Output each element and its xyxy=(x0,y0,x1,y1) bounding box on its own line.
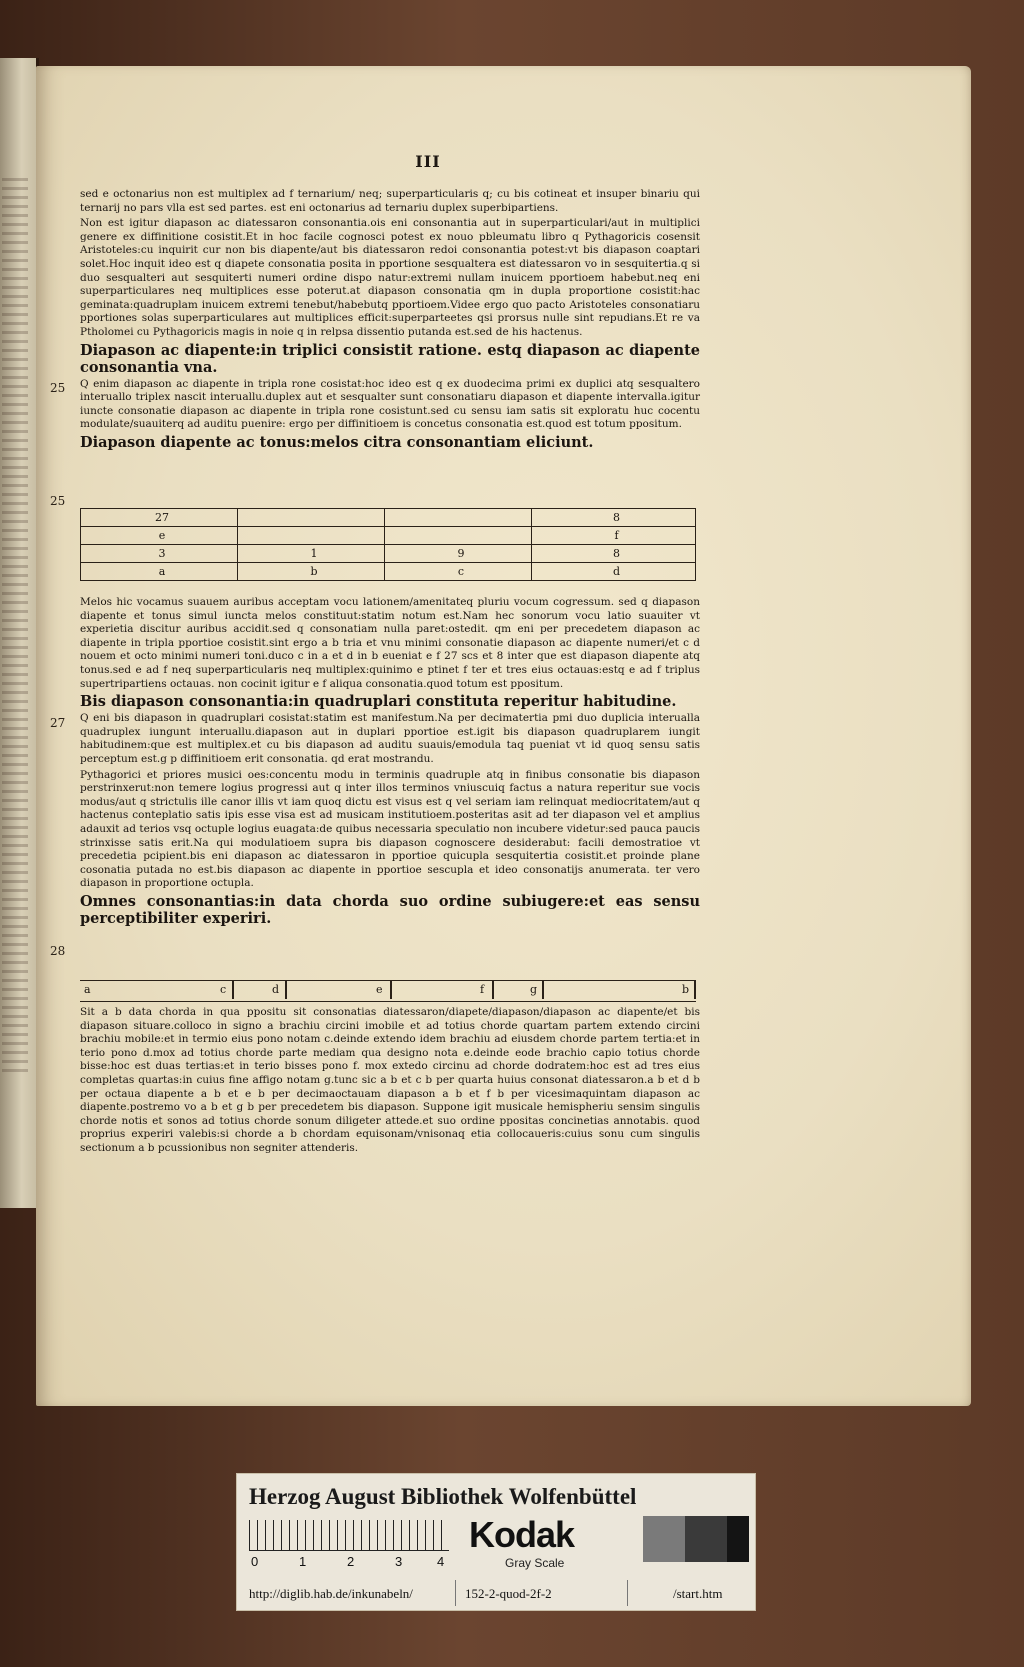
ratio-table xyxy=(80,508,696,581)
table-cell: d xyxy=(532,563,696,581)
proposition-heading: Diapason diapente ac tonus:melos citra consonantiam eliciunt. xyxy=(80,433,594,451)
chord-label: a xyxy=(84,983,91,996)
chord-division xyxy=(390,981,392,999)
table-row xyxy=(81,545,696,563)
chord-division xyxy=(492,981,494,999)
page-text xyxy=(80,596,700,929)
divider xyxy=(455,1580,456,1606)
gray-patch-light xyxy=(643,1516,687,1562)
chord-division xyxy=(542,981,544,999)
shelfmark: 152-2-quod-2f-2 xyxy=(465,1586,552,1601)
table-cell: 1 xyxy=(238,545,385,563)
margin-number: 25 xyxy=(50,494,66,508)
table-cell: c xyxy=(385,563,532,581)
ruler-number: 3 xyxy=(395,1554,403,1569)
gray-patch-dark xyxy=(727,1516,749,1562)
table-row xyxy=(81,563,696,581)
chord-label: g xyxy=(530,983,538,996)
folio-number: III xyxy=(415,152,441,171)
margin-number: 25 xyxy=(50,381,66,395)
table-cell xyxy=(238,509,385,527)
adjacent-page-edge xyxy=(0,58,39,1208)
paragraph: Pythagorici et priores musici oes:concentu modu in terminis quadruple atq in finibus consonatie bis diapason perstrinxerut:non temere logius progressi aut q inter illos terminos vniuscuiq factus a natura reperitur sue vocis modus/aut q strictulis ille canor illis vt iam quoq dictu est visus est q vel seriam iam relinquat mediocritatem/aut q hactenus conteplatio satis ipis esse visa est ad musicam institutioem.posteritas asit ad ter diapason vel et amplius adauxit ad terios vsq octuple logius euagata:de quibus necessaria speculatio non incubere videtur:sed pauca paucis strinxisse satis erit.Na qui modulatioem supra bis diapason cognoscere desiderabut: facili demostratioe vt precedetia pcipient.bis eni diapason ac diatessaron in pportioe quicupla sesquitertia cosistit.et proinde plane cosonatia putada no est.bis diapason ac diapente in pportioe sescupla et ideo consonatijs anumerata. ter vero diapason in proportione octupla. xyxy=(80,768,700,890)
table-row xyxy=(81,527,696,545)
table-cell: 8 xyxy=(532,509,696,527)
proposition-heading: Omnes consonantias:in data chorda suo ordine subiugere:et eas sensu perceptibiliter experiri. xyxy=(80,892,700,927)
table-cell: b xyxy=(238,563,385,581)
margin-number: 27 xyxy=(50,716,66,730)
table-cell: 27 xyxy=(81,509,238,527)
ruler-number: 1 xyxy=(299,1554,307,1569)
paragraph: Sit a b data chorda in qua ppositu sit consonatias diatessaron/diapete/diapason/diapason ac diapente/et bis diapason situare.colloco in signo a brachiu circini imobile et ad totius chorde quartam partem extendo circini brachiu mobile:et in termio eius pono notam c.deinde extendo idem brachiu ad eiusdem chorde partem tertia:et in terio pono d.mox ad totius chorde parte mediam qua designo nota e.deinde eode brachio capio totius chorde bisse:hoc est duas tertias:et in terio bisses pono f. mox extedo circinu ad chorde dodratem:hoc est ad tres eius completas quartas:in cuius fine affigo notam g.tunc sic a b et c b per quarta huius consonat diatessaron.a b et d b per octaua diapente a b et e b per decimaoctauam diapason a b et f b per vicesimaquintam diapason ac diapente.postremo vo a b et g b per precedetem bis diapason. Suppone igit musicale hemispheriu sensim singulis chorde notis et sonos ad totius chorde sonum diligeter attede.et suo ordine ppositas concinetias annotabis. quod proprius experiri valebis:si chorde a b chordam equisonam/vnisonaq etia collocaueris:cuius sonu cum singulis sectionum a b pcussionibus non segniter attenderis. xyxy=(80,1006,700,1154)
table-cell xyxy=(238,527,385,545)
paragraph: Q enim diapason ac diapente in tripla rone cosistat:hoc ideo est q ex duodecima primi ex duplici atq sesqualtero interuallo triplex nascit interuallu.duplex aut et sesqualter sunt consonatiaru diapason et diapente intervalla.igitur iuncte consonatie diapason ac diapente in tripla rone cosistunt.sed cu sensu iam satis sit exploratu huc cocentu modulate/suauiterq ad auditu puenire: ergo per diffinitioem is concetus consonatia est.quod est totum ppositum. xyxy=(80,377,700,431)
ruler-number: 2 xyxy=(347,1554,355,1569)
margin-number: 28 xyxy=(50,944,66,958)
chord-division xyxy=(285,981,287,999)
ruler-number: 0 xyxy=(251,1554,259,1569)
chord-label: e xyxy=(376,983,383,996)
table-cell xyxy=(385,527,532,545)
chord-label: b xyxy=(682,983,690,996)
chord-division xyxy=(232,981,234,999)
library-color-target xyxy=(236,1473,756,1611)
table-cell: 8 xyxy=(532,545,696,563)
gray-patch-mid xyxy=(685,1516,729,1562)
paragraph: sed e octonarius non est multiplex ad f ternarium/ neq; superparticularis q; cu bis cotineat et insuper binariu qui ternarij no pars vlla est sed partes. est eni octonarius ad ternariu duplex superbipartiens. xyxy=(80,188,700,214)
chord-label: c xyxy=(220,983,227,996)
chord-division xyxy=(694,981,696,999)
start-link: /start.htm xyxy=(673,1586,723,1601)
digital-library-url: http://diglib.hab.de/inkunabeln/ xyxy=(249,1586,413,1601)
table-cell: f xyxy=(532,527,696,545)
proposition-heading: Diapason ac diapente:in triplici consistit ratione. estq diapason ac diapente consonantia vna. xyxy=(80,341,700,376)
adjacent-page-text-fragment xyxy=(2,178,28,1078)
page-text xyxy=(80,188,700,453)
scale-ruler xyxy=(249,1520,449,1551)
page-text xyxy=(80,1006,700,1158)
chord-label: d xyxy=(272,983,280,996)
kodak-logo: Kodak xyxy=(469,1514,575,1555)
chord-label: f xyxy=(480,983,485,996)
table-cell: 3 xyxy=(81,545,238,563)
table-cell: a xyxy=(81,563,238,581)
chord-scale xyxy=(80,980,696,1002)
table-cell xyxy=(385,509,532,527)
ruler-number: 4 xyxy=(437,1554,445,1569)
paragraph: Non est igitur diapason ac diatessaron consonantia.ois eni consonantia aut in superparticulari/aut in multiplici genere ex diffinitione cosistit.Et in hoc facile cognosci potest ex nouo pbleumatu libro q Pythagoricis cosensit Aristoteles:cu inquirit cur non bis diapente/aut bis diatessaron redoi consonantia potest:vt bis diapason coaptari solet.Hoc inquit ideo est q diapete consonatia posita in pportione sesqualtera est diatessaron vo in sesquitertia.q si duo sesqualteri aut sesquiterti numeri ordine dispo natur:extremi nullam inuicem pportioem habebut.neq eni superparticulares neq multiplices esse poterut.at diapason consonatia qm in dupla proportione cosistit:hac geminata:quadruplam inuicem extremi tenebut/habebutq pportioem.Videe ergo quo pacto Aristoteles consonatiaru pportiones solas superparticulares aut multiplices efficit:superparteetes qsi prorsus nulle sint repudians.Et re va Ptholomei cu Pythagoricis magis in noie q in relpsa dissentio putanda est.sed de his hactenus. xyxy=(80,217,700,338)
library-name: Herzog August Bibliothek Wolfenbüttel xyxy=(249,1484,637,1509)
gray-scale-label: Gray Scale xyxy=(505,1556,565,1570)
table-row xyxy=(81,509,696,527)
divider xyxy=(627,1580,628,1606)
table-cell: 9 xyxy=(385,545,532,563)
paragraph: Q eni bis diapason in quadruplari cosistat:statim est manifestum.Na per decimatertia pmi duo duplicia interualla quadruplex iungunt interuallu.diapason aut in duplari pportioe est.igit bis diapason quadruplarem iungit habitudinem:que est multiplex.et cu bis diapason ad auditu suauis/emodula taq pueniat vt id quoq sensu satis perceptum est.g p diffinitioem erit consonatia. qd erat mostrandu. xyxy=(80,712,700,765)
table-cell: e xyxy=(81,527,238,545)
proposition-heading: Bis diapason consonantia:in quadruplari constituta reperitur habitudine. xyxy=(80,693,677,711)
paragraph: Melos hic vocamus suauem auribus acceptam vocu lationem/amenitateq pluriu vocum cogressum. sed q diapason diapente et tonus simul iuncta melos constituut:statim notum est.Nam hec sonorum vocu latio suauiter vt experietia discitur auribus accidit.sed q consonatiam nulla paret:ostedit. qm eni per precedetem diapason ac diapente in tripla pportioe cosistit.sint ergo a b tria et vnu minimi consonatie diapason ac diapente numeri/et c d nouem et octo minimi numeri toni.duco c in a et d in b eueniat e f 27 scs et 8 inter que est diapason diapente atq tonus.sed e ad f neq superparticularis neq multiplex:quinimo e ptinet f ter et tres eius octauas:estq e ad f triplus supertripartiens octauas. non cocinit igitur e f aliqua consonatia.quod totum est ppositum. xyxy=(80,596,700,690)
